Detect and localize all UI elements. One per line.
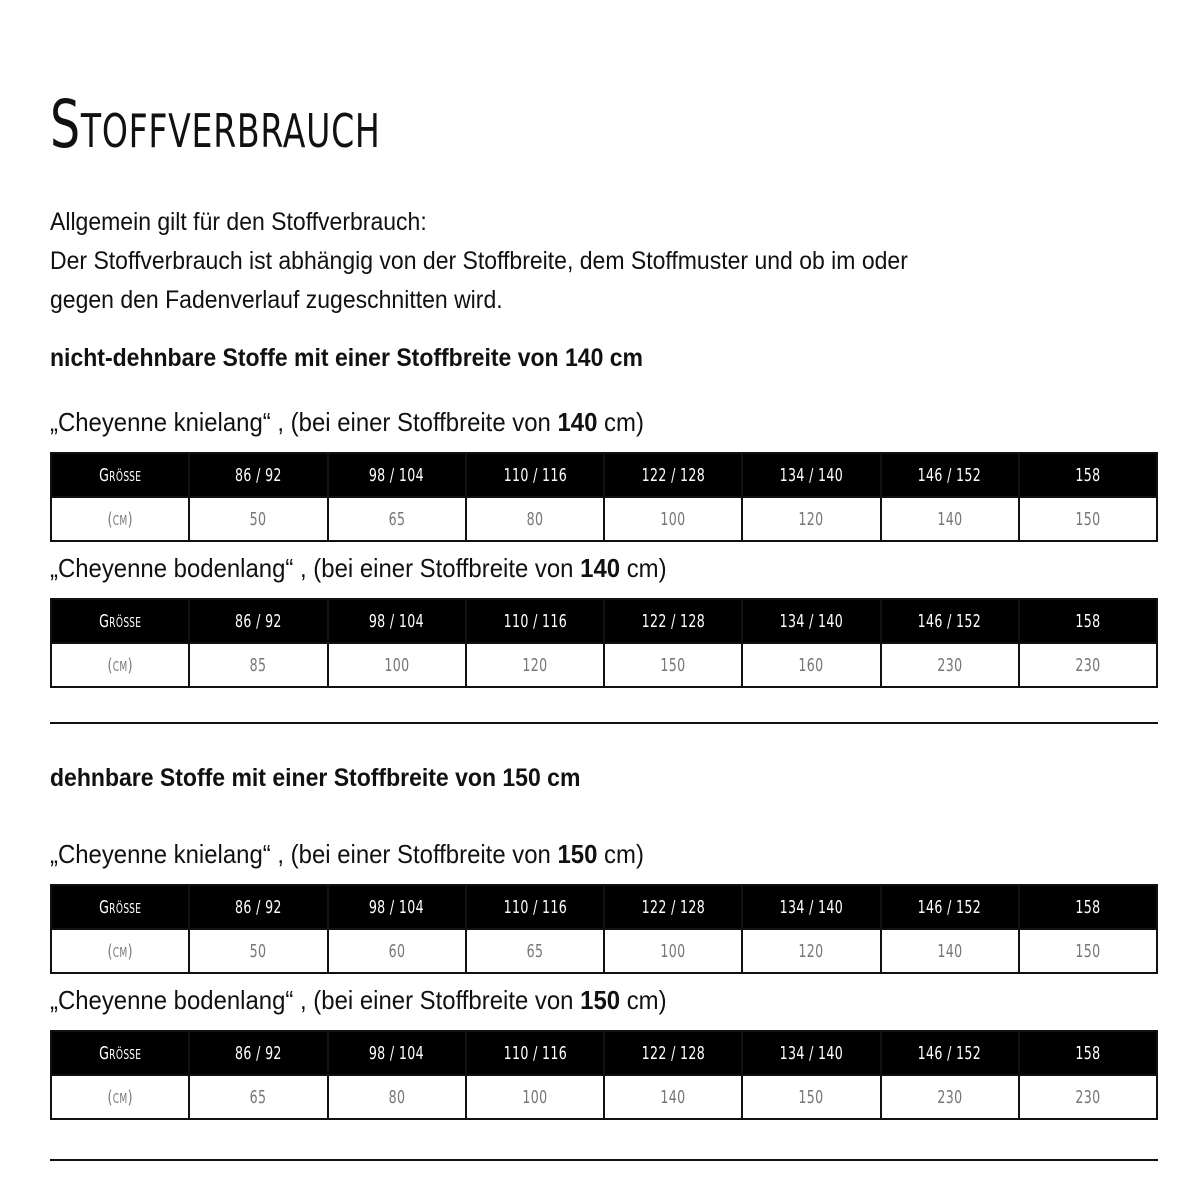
size-cell bbox=[328, 599, 466, 643]
size-cell-text: 146 / 152 bbox=[917, 464, 982, 486]
section-divider bbox=[50, 1159, 1158, 1161]
fabric-amount-cell-text: 80 bbox=[388, 1086, 405, 1108]
size-cell-text: 86 / 92 bbox=[234, 1042, 282, 1064]
unit-label-text: (cm) bbox=[107, 1086, 133, 1108]
size-header-label bbox=[51, 599, 189, 643]
size-header-label bbox=[51, 453, 189, 497]
size-cell-text: 134 / 140 bbox=[779, 464, 844, 486]
size-cell-text: 122 / 128 bbox=[641, 464, 705, 486]
table-caption bbox=[50, 984, 667, 1016]
fabric-amount-cell-text: 100 bbox=[660, 508, 686, 530]
size-cell-text: 158 bbox=[1075, 896, 1101, 918]
size-cell bbox=[742, 885, 880, 929]
size-cell-text: 134 / 140 bbox=[779, 1042, 844, 1064]
caption-fabric-width: 150 bbox=[580, 985, 621, 1015]
size-header-label bbox=[51, 885, 189, 929]
size-cell-text: 86 / 92 bbox=[234, 896, 282, 918]
fabric-amount-cell bbox=[189, 1075, 327, 1119]
unit-label-text: (cm) bbox=[107, 654, 133, 676]
fabric-amount-cell bbox=[604, 497, 742, 541]
caption-unit: cm) bbox=[620, 985, 667, 1015]
fabric-amount-cell-text: 50 bbox=[250, 508, 267, 530]
fabric-amount-cell bbox=[604, 1075, 742, 1119]
size-header-label-text: Größe bbox=[98, 464, 142, 486]
unit-label bbox=[51, 643, 189, 687]
fabric-amount-cell-text: 65 bbox=[526, 940, 544, 962]
table-value-row bbox=[51, 929, 1157, 973]
fabric-amount-cell bbox=[604, 643, 742, 687]
fabric-amount-cell bbox=[1019, 643, 1157, 687]
intro-line-3: gegen den Fadenverlauf zugeschnitten wird. bbox=[50, 286, 503, 314]
fabric-amount-cell bbox=[742, 929, 880, 973]
size-cell-text: 86 / 92 bbox=[234, 464, 282, 486]
fabric-amount-cell bbox=[328, 1075, 466, 1119]
page-title: Stoffverbrauch bbox=[50, 86, 381, 163]
fabric-amount-cell-text: 230 bbox=[937, 654, 963, 676]
table-caption bbox=[50, 552, 667, 584]
fabric-amount-cell-text: 140 bbox=[937, 508, 963, 530]
size-cell bbox=[189, 885, 327, 929]
size-cell-text: 110 / 116 bbox=[503, 610, 567, 632]
size-cell bbox=[881, 453, 1019, 497]
size-cell bbox=[742, 453, 880, 497]
size-cell-text: 146 / 152 bbox=[917, 610, 982, 632]
fabric-amount-cell-text: 150 bbox=[660, 654, 686, 676]
size-cell-text: 158 bbox=[1075, 610, 1101, 632]
unit-label bbox=[51, 1075, 189, 1119]
fabric-amount-cell bbox=[466, 497, 604, 541]
fabric-amount-cell bbox=[466, 929, 604, 973]
intro-line-1: Allgemein gilt für den Stoffverbrauch: bbox=[50, 208, 427, 236]
unit-label-text: (cm) bbox=[107, 508, 133, 530]
size-cell bbox=[1019, 885, 1157, 929]
fabric-amount-cell-text: 230 bbox=[1075, 1086, 1101, 1108]
fabric-amount-cell bbox=[742, 497, 880, 541]
caption-unit: cm) bbox=[620, 553, 667, 583]
size-cell bbox=[1019, 453, 1157, 497]
fabric-amount-cell bbox=[328, 643, 466, 687]
fabric-amount-cell bbox=[742, 1075, 880, 1119]
size-cell-text: 146 / 152 bbox=[917, 896, 982, 918]
fabric-amount-cell bbox=[466, 643, 604, 687]
fabric-amount-cell-text: 150 bbox=[798, 1086, 824, 1108]
table-header-row bbox=[51, 453, 1157, 497]
size-cell bbox=[881, 1031, 1019, 1075]
section-divider bbox=[50, 722, 1158, 724]
size-header-label-text: Größe bbox=[98, 610, 142, 632]
size-cell bbox=[466, 453, 604, 497]
size-cell-text: 122 / 128 bbox=[641, 610, 705, 632]
size-table bbox=[50, 598, 1158, 688]
caption-name: „Cheyenne bodenlang“ , (bei einer Stoffbreite von bbox=[50, 553, 581, 583]
fabric-amount-cell bbox=[881, 929, 1019, 973]
caption-fabric-width: 140 bbox=[557, 407, 598, 437]
fabric-amount-cell bbox=[742, 643, 880, 687]
size-header-label-text: Größe bbox=[98, 896, 142, 918]
fabric-amount-cell-text: 230 bbox=[1075, 654, 1101, 676]
caption-fabric-width: 150 bbox=[557, 839, 598, 869]
size-cell-text: 98 / 104 bbox=[369, 464, 425, 486]
size-table bbox=[50, 452, 1158, 542]
unit-label-text: (cm) bbox=[107, 940, 133, 962]
fabric-amount-cell bbox=[1019, 929, 1157, 973]
fabric-amount-cell bbox=[189, 643, 327, 687]
fabric-amount-cell bbox=[1019, 497, 1157, 541]
table-header-row bbox=[51, 885, 1157, 929]
fabric-amount-cell-text: 150 bbox=[1075, 940, 1101, 962]
fabric-amount-cell-text: 100 bbox=[522, 1086, 548, 1108]
size-cell-text: 146 / 152 bbox=[917, 1042, 982, 1064]
fabric-amount-cell bbox=[1019, 1075, 1157, 1119]
size-cell-text: 110 / 116 bbox=[503, 1042, 567, 1064]
size-cell-text: 98 / 104 bbox=[369, 896, 425, 918]
size-header-label bbox=[51, 1031, 189, 1075]
size-table bbox=[50, 1030, 1158, 1120]
caption-name: „Cheyenne knielang“ , (bei einer Stoffbreite von bbox=[50, 839, 558, 869]
fabric-amount-cell-text: 140 bbox=[937, 940, 963, 962]
size-cell bbox=[604, 599, 742, 643]
size-cell-text: 158 bbox=[1075, 1042, 1101, 1064]
size-cell bbox=[328, 453, 466, 497]
section-heading-non-stretch: nicht-dehnbare Stoffe mit einer Stoffbreite von 140 cm bbox=[50, 344, 643, 372]
size-cell bbox=[604, 1031, 742, 1075]
table-caption bbox=[50, 838, 644, 870]
caption-unit: cm) bbox=[597, 407, 644, 437]
size-cell bbox=[328, 885, 466, 929]
fabric-amount-cell bbox=[881, 643, 1019, 687]
size-cell bbox=[881, 599, 1019, 643]
fabric-amount-cell-text: 80 bbox=[526, 508, 544, 530]
fabric-amount-cell bbox=[328, 497, 466, 541]
size-cell bbox=[189, 1031, 327, 1075]
fabric-amount-cell-text: 100 bbox=[384, 654, 410, 676]
fabric-amount-cell bbox=[466, 1075, 604, 1119]
table-caption bbox=[50, 406, 644, 438]
size-cell bbox=[466, 599, 604, 643]
caption-unit: cm) bbox=[597, 839, 644, 869]
fabric-amount-cell bbox=[604, 929, 742, 973]
size-cell-text: 98 / 104 bbox=[369, 610, 425, 632]
size-cell-text: 122 / 128 bbox=[641, 896, 705, 918]
unit-label bbox=[51, 929, 189, 973]
size-cell bbox=[328, 1031, 466, 1075]
fabric-amount-cell-text: 50 bbox=[250, 940, 267, 962]
fabric-amount-cell-text: 100 bbox=[660, 940, 686, 962]
size-cell-text: 98 / 104 bbox=[369, 1042, 425, 1064]
fabric-amount-cell-text: 120 bbox=[798, 940, 824, 962]
fabric-amount-cell-text: 150 bbox=[1075, 508, 1101, 530]
size-cell bbox=[881, 885, 1019, 929]
fabric-amount-cell-text: 60 bbox=[388, 940, 405, 962]
size-cell bbox=[189, 599, 327, 643]
fabric-amount-cell-text: 120 bbox=[798, 508, 824, 530]
size-cell-text: 158 bbox=[1075, 464, 1101, 486]
fabric-amount-cell bbox=[189, 929, 327, 973]
size-table bbox=[50, 884, 1158, 974]
table-value-row bbox=[51, 643, 1157, 687]
size-header-label-text: Größe bbox=[98, 1042, 142, 1064]
fabric-amount-cell bbox=[189, 497, 327, 541]
caption-fabric-width: 140 bbox=[580, 553, 621, 583]
size-cell-text: 110 / 116 bbox=[503, 896, 567, 918]
fabric-amount-cell bbox=[881, 1075, 1019, 1119]
table-value-row bbox=[51, 1075, 1157, 1119]
size-cell bbox=[1019, 1031, 1157, 1075]
caption-name: „Cheyenne bodenlang“ , (bei einer Stoffbreite von bbox=[50, 985, 581, 1015]
size-cell bbox=[742, 1031, 880, 1075]
table-value-row bbox=[51, 497, 1157, 541]
caption-name: „Cheyenne knielang“ , (bei einer Stoffbreite von bbox=[50, 407, 558, 437]
fabric-amount-cell bbox=[328, 929, 466, 973]
size-cell bbox=[466, 1031, 604, 1075]
size-cell bbox=[742, 599, 880, 643]
size-cell bbox=[1019, 599, 1157, 643]
fabric-amount-cell-text: 140 bbox=[660, 1086, 686, 1108]
fabric-amount-cell bbox=[881, 497, 1019, 541]
size-cell bbox=[466, 885, 604, 929]
table-header-row bbox=[51, 599, 1157, 643]
fabric-amount-cell-text: 65 bbox=[388, 508, 405, 530]
intro-line-2: Der Stoffverbrauch ist abhängig von der Stoffbreite, dem Stoffmuster und ob im oder bbox=[50, 247, 908, 275]
size-cell-text: 86 / 92 bbox=[234, 610, 282, 632]
fabric-amount-cell-text: 230 bbox=[937, 1086, 963, 1108]
section-heading-stretch: dehnbare Stoffe mit einer Stoffbreite von 150 cm bbox=[50, 764, 581, 792]
size-cell-text: 134 / 140 bbox=[779, 610, 844, 632]
size-cell-text: 122 / 128 bbox=[641, 1042, 705, 1064]
size-cell-text: 110 / 116 bbox=[503, 464, 567, 486]
size-cell bbox=[189, 453, 327, 497]
size-cell bbox=[604, 453, 742, 497]
fabric-amount-cell-text: 65 bbox=[250, 1086, 267, 1108]
table-header-row bbox=[51, 1031, 1157, 1075]
fabric-amount-cell-text: 120 bbox=[522, 654, 548, 676]
size-cell bbox=[604, 885, 742, 929]
unit-label bbox=[51, 497, 189, 541]
fabric-amount-cell-text: 160 bbox=[798, 654, 824, 676]
intro-text bbox=[50, 203, 1160, 320]
fabric-amount-cell-text: 85 bbox=[250, 654, 267, 676]
size-cell-text: 134 / 140 bbox=[779, 896, 844, 918]
